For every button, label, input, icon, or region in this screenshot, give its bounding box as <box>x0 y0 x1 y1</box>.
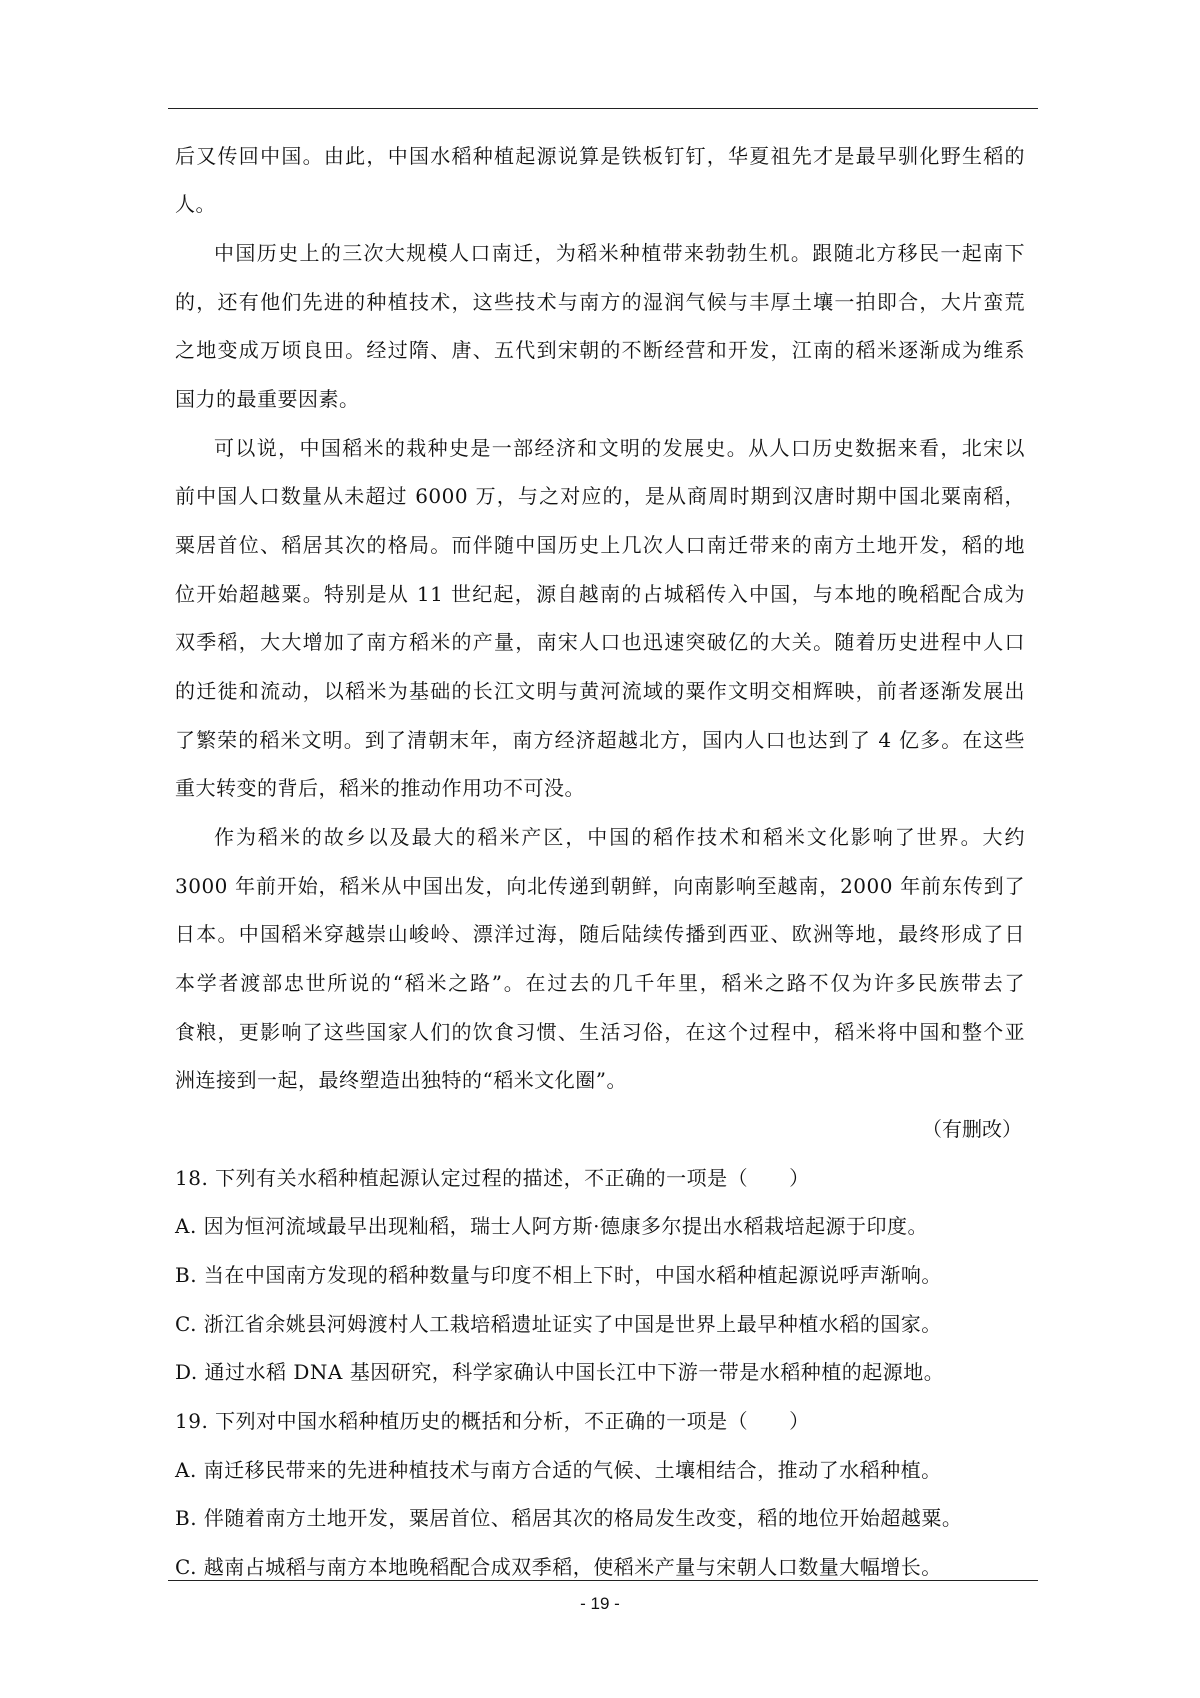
question-option: A. 南迁移民带来的先进种植技术与南方合适的气候、土壤相结合，推动了水稻种植。 <box>175 1458 942 1482</box>
passage-line: 后又传回中国。由此，中国水稻种植起源说算是铁板钉钉，华夏祖先才是最早驯化野生稻的 <box>175 144 1025 168</box>
question-stem: 19. 下列对中国水稻种植历史的概括和分析，不正确的一项是（ ） <box>175 1409 810 1433</box>
question-stem: 18. 下列有关水稻种植起源认定过程的描述，不正确的一项是（ ） <box>175 1166 810 1190</box>
passage-line: 的迁徙和流动，以稻米为基础的长江文明与黄河流域的粟作文明交相辉映，前者逐渐发展出 <box>175 679 1025 703</box>
passage-line: 日本。中国稻米穿越崇山峻岭、漂洋过海，随后陆续传播到西亚、欧洲等地，最终形成了日 <box>175 922 1025 946</box>
passage-line: 之地变成万顷良田。经过隋、唐、五代到宋朝的不断经营和开发，江南的稻米逐渐成为维系 <box>175 338 1025 362</box>
passage-line: 位开始超越粟。特别是从 11 世纪起，源自越南的占城稻传入中国，与本地的晚稻配合成为 <box>175 582 1025 606</box>
passage-line: 人。 <box>175 192 216 216</box>
passage-line: 洲连接到一起，最终塑造出独特的“稻米文化圈”。 <box>175 1068 627 1092</box>
question-option: C. 越南占城稻与南方本地晚稻配合成双季稻，使稻米产量与宋朝人口数量大幅增长。 <box>175 1555 942 1579</box>
passage-line: 了繁荣的稻米文明。到了清朝末年，南方经济超越北方，国内人口也达到了 4 亿多。在这些 <box>175 728 1025 752</box>
question-option: C. 浙江省余姚县河姆渡村人工栽培稻遗址证实了中国是世界上最早种植水稻的国家。 <box>175 1312 942 1336</box>
question-option: D. 通过水稻 DNA 基因研究，科学家确认中国长江中下游一带是水稻种植的起源地。 <box>175 1360 945 1384</box>
passage-line: 前中国人口数量从未超过 6000 万，与之对应的，是从商周时期到汉唐时期中国北粟南稻， <box>175 484 1025 508</box>
passage-line: 中国历史上的三次大规模人口南迁，为稻米种植带来勃勃生机。跟随北方移民一起南下 <box>214 241 1025 265</box>
passage-line: 食粮，更影响了这些国家人们的饮食习惯、生活习俗，在这个过程中，稻米将中国和整个亚 <box>175 1020 1025 1044</box>
footer-rule <box>168 1580 1038 1581</box>
question-option: B. 当在中国南方发现的稻种数量与印度不相上下时，中国水稻种植起源说呼声渐响。 <box>175 1263 942 1287</box>
passage-line: 双季稻，大大增加了南方稻米的产量，南宋人口也迅速突破亿的大关。随着历史进程中人口 <box>175 630 1025 654</box>
question-option: A. 因为恒河流域最早出现籼稻，瑞士人阿方斯·德康多尔提出水稻栽培起源于印度。 <box>175 1214 929 1238</box>
passage-line: 粟居首位、稻居其次的格局。而伴随中国历史上几次人口南迁带来的南方土地开发，稻的地 <box>175 533 1025 557</box>
passage-line: 的，还有他们先进的种植技术，这些技术与南方的湿润气候与丰厚土壤一拍即合，大片蛮荒 <box>175 290 1025 314</box>
source-note: （有删改） <box>922 1117 1022 1141</box>
passage-line: 3000 年前开始，稻米从中国出发，向北传递到朝鲜，向南影响至越南，2000 年前东传到了 <box>175 874 1025 898</box>
page-number: - 19 - <box>580 1594 620 1613</box>
passage-line: 可以说，中国稻米的栽种史是一部经济和文明的发展史。从人口历史数据来看，北宋以 <box>214 436 1025 460</box>
header-rule <box>168 108 1038 109</box>
passage-line: 作为稻米的故乡以及最大的稻米产区，中国的稻作技术和稻米文化影响了世界。大约 <box>214 825 1025 849</box>
passage-line: 本学者渡部忠世所说的“稻米之路”。在过去的几千年里，稻米之路不仅为许多民族带去了 <box>175 971 1025 995</box>
passage-line: 国力的最重要因素。 <box>175 387 360 411</box>
passage-line: 重大转变的背后，稻米的推动作用功不可没。 <box>175 776 585 800</box>
question-option: B. 伴随着南方土地开发，粟居首位、稻居其次的格局发生改变，稻的地位开始超越粟。 <box>175 1506 963 1530</box>
